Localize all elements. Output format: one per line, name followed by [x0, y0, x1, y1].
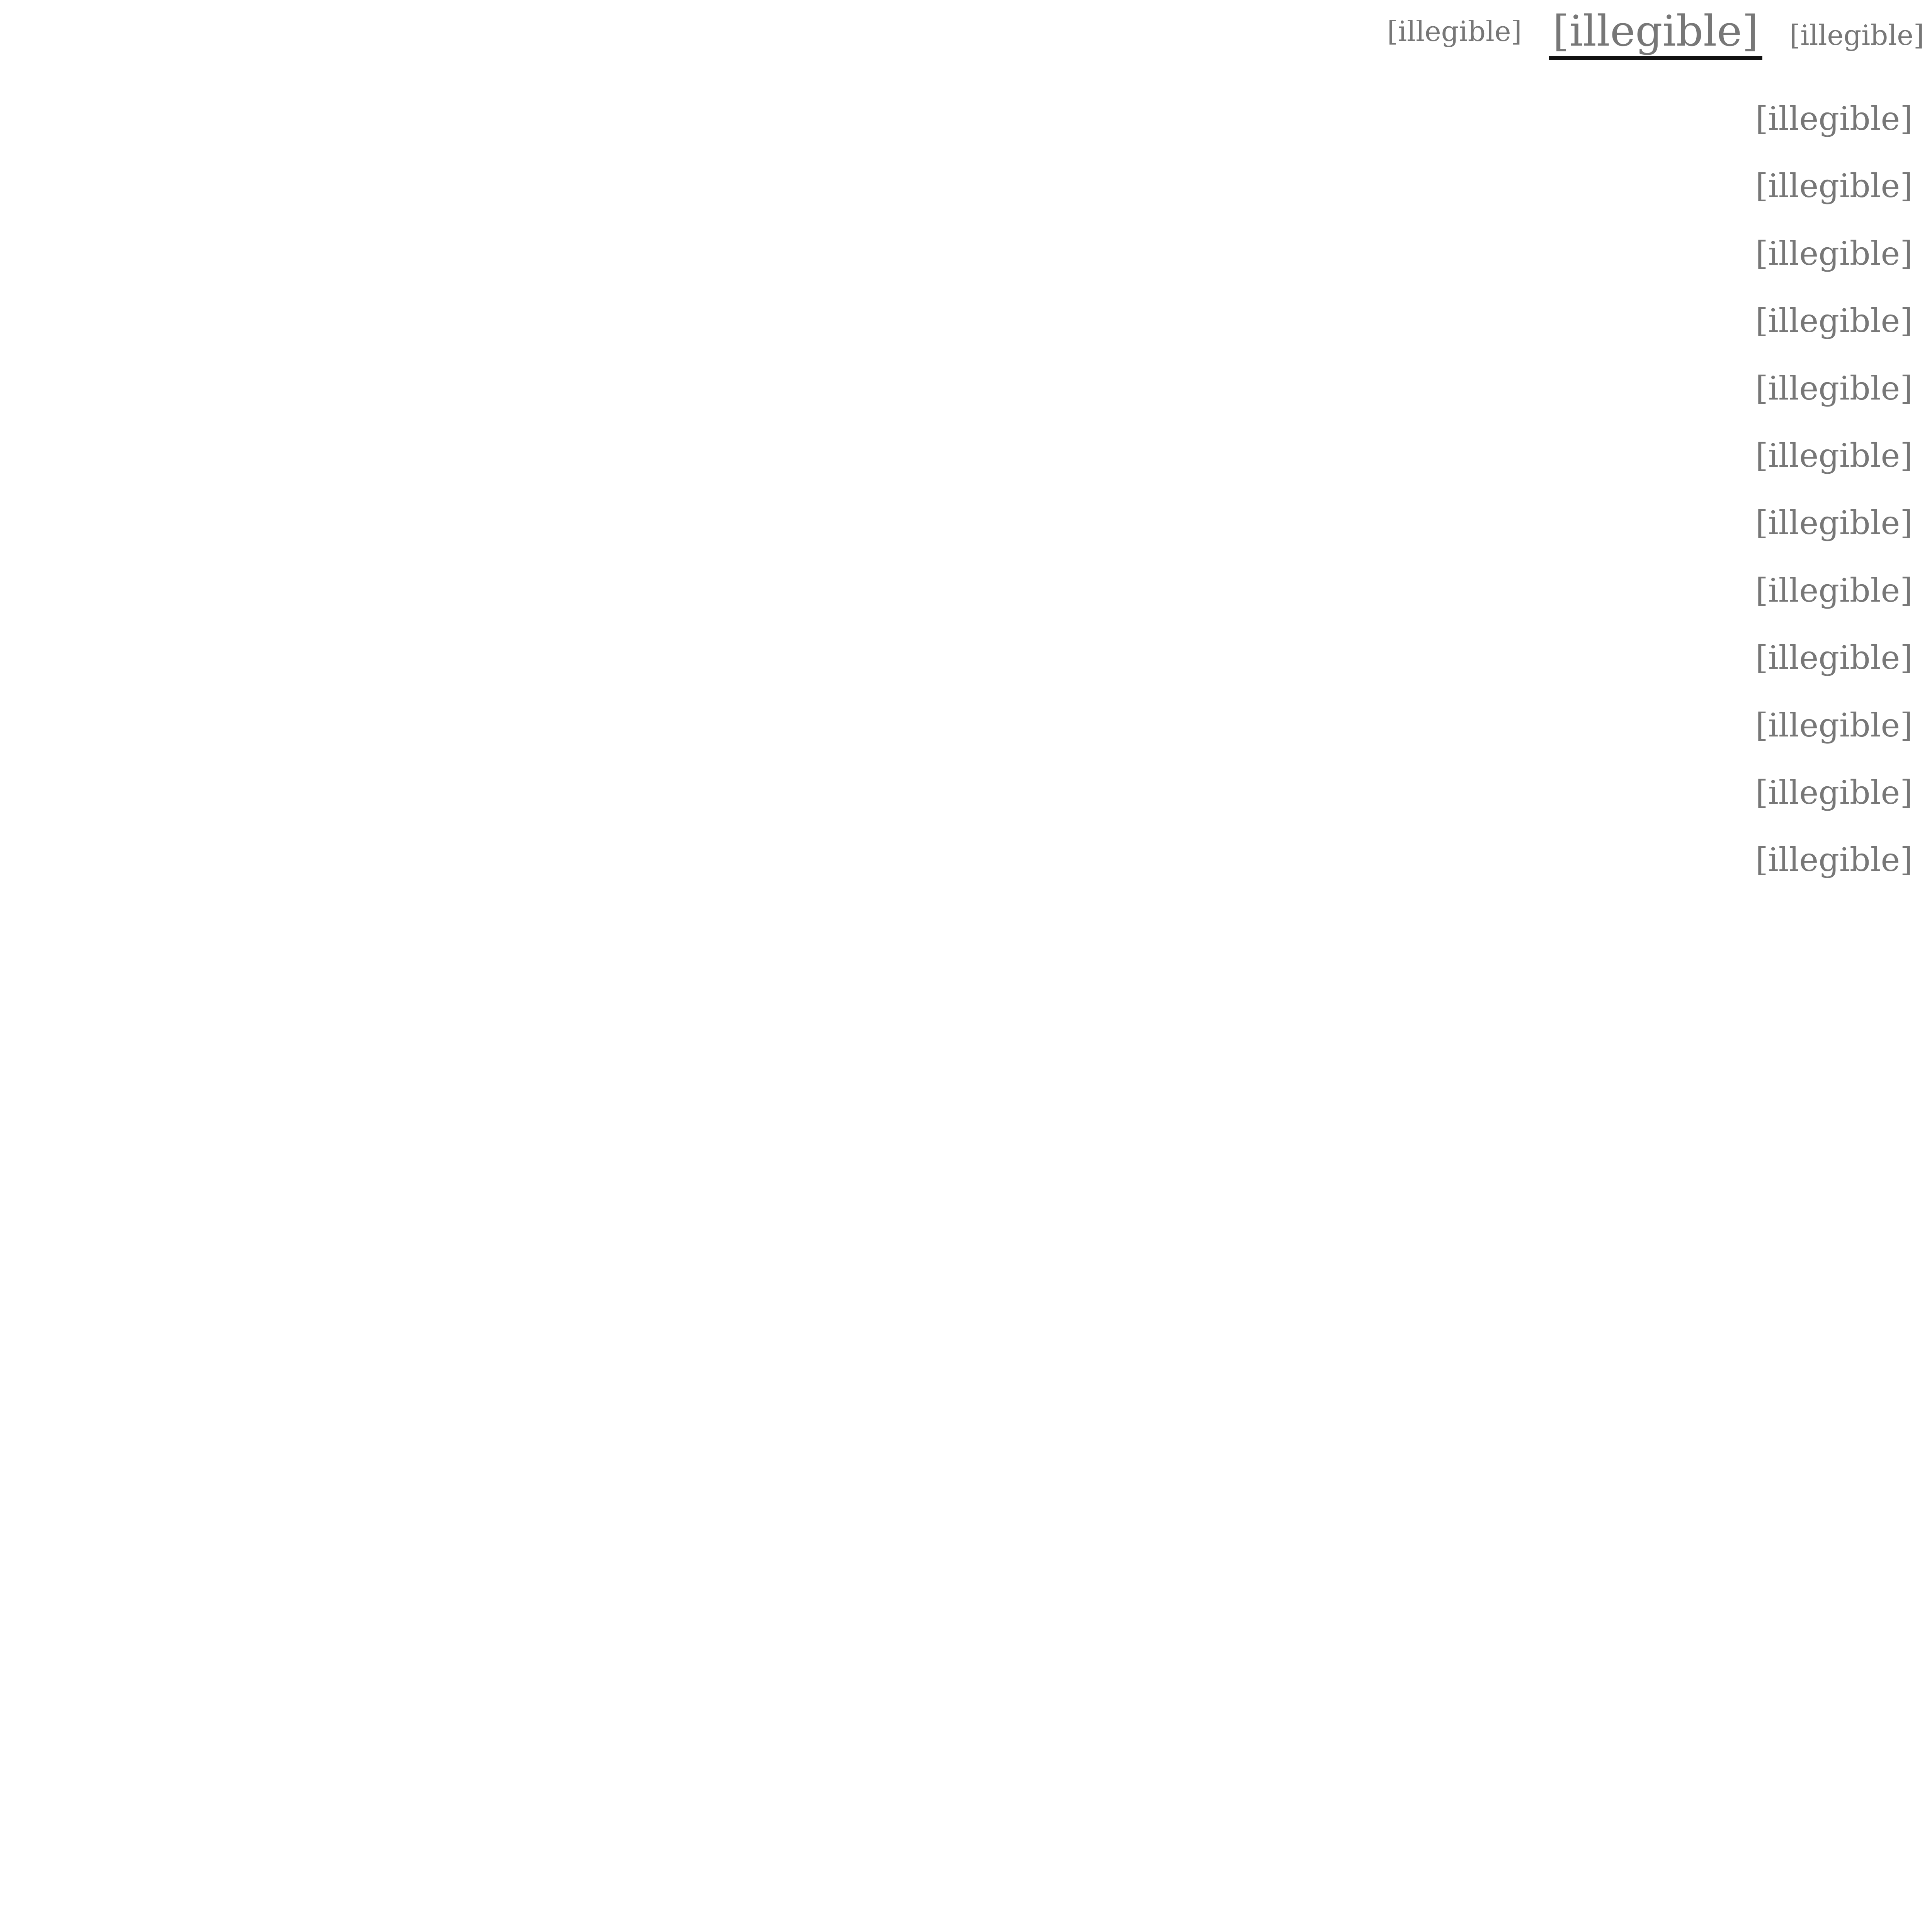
paragraph-1: [illegible] — [1755, 100, 1913, 138]
paragraph-6: [illegible] — [1755, 436, 1913, 474]
page-number: [illegible] — [1549, 10, 1763, 60]
paragraph-9: [illegible] — [1755, 639, 1913, 677]
paragraph-12: [illegible] — [1755, 841, 1913, 879]
paragraph-11: [illegible] — [1755, 773, 1913, 811]
body-text — [31, 93, 1913, 1932]
paragraph-5: [illegible] — [1755, 369, 1913, 407]
paragraph-8: [illegible] — [1755, 571, 1913, 609]
paragraph-3: [illegible] — [1755, 234, 1913, 272]
paragraph-10: [illegible] — [1755, 706, 1913, 744]
page-label: [illegible] — [1789, 19, 1924, 51]
paragraph-2: [illegible] — [1755, 167, 1913, 205]
paragraph-7: [illegible] — [1755, 504, 1913, 542]
date-line: [illegible] — [1387, 15, 1522, 48]
page-header — [1387, 6, 1924, 64]
paragraph-4: [illegible] — [1755, 302, 1913, 340]
